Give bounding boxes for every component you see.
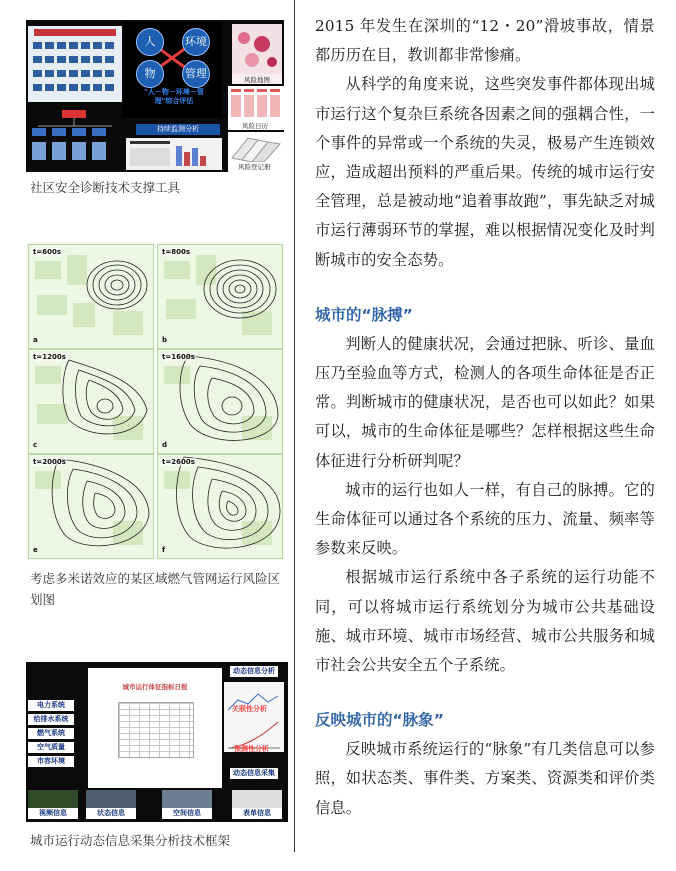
figure-caption-3: 城市运行动态信息采集分析技术框架 bbox=[30, 833, 231, 848]
panel-time: t=2000s bbox=[33, 458, 66, 466]
figure-community-diagnosis-tools bbox=[26, 20, 284, 172]
risk-panel-e bbox=[28, 454, 154, 559]
risk-panel-a bbox=[28, 244, 154, 349]
bottom-label: 状态信息 bbox=[86, 808, 136, 819]
risk-panel-b bbox=[157, 244, 283, 349]
section-heading: 反映城市的“脉象” bbox=[315, 711, 444, 730]
risk-calendar-image bbox=[228, 86, 284, 130]
paragraph: 2015 年发生在深圳的“12・20”滑坡事故，情景都历历在目，教训都非常惨痛。 bbox=[315, 17, 655, 65]
article-body bbox=[315, 12, 655, 823]
tag-dynamic-collection: 动态信息采集 bbox=[230, 768, 278, 779]
paragraph: 城市的运行也如人一样，有自己的脉搏。它的生命体征可以通过各个系统的压力、流量、频率等参数来反映。 bbox=[315, 480, 655, 558]
system-item: 燃气系统 bbox=[28, 728, 74, 739]
eval-text: "人－物－环境－管理"综合评估 bbox=[144, 88, 204, 105]
panel-letter: f bbox=[162, 546, 166, 554]
risk-calendar-label: 风险日历 bbox=[242, 122, 268, 130]
figure-dynamic-info-framework bbox=[26, 662, 288, 822]
panel-letter: b bbox=[162, 336, 168, 344]
thumb-video bbox=[28, 790, 78, 808]
risk-map-image bbox=[232, 24, 282, 84]
org-chart-image bbox=[28, 106, 122, 166]
figure-caption-2: 考虑多米诺效应的某区域燃气管网运行风险区划图 bbox=[30, 571, 281, 607]
system-item: 电力系统 bbox=[28, 700, 74, 711]
thumb-status bbox=[86, 790, 136, 808]
panel-time: t=1200s bbox=[33, 353, 66, 361]
person-environment-diagram bbox=[122, 22, 222, 118]
node-environment: 环境 bbox=[182, 28, 210, 56]
thumb-spatial bbox=[162, 790, 212, 808]
bottom-label: 表单信息 bbox=[232, 808, 282, 819]
section-heading: 城市的“脉搏” bbox=[315, 305, 413, 324]
bottom-label: 视频信息 bbox=[28, 808, 78, 819]
panel-time: t=600s bbox=[33, 248, 61, 256]
sheet-title: 城市运行体征指标日报 bbox=[122, 683, 188, 691]
panel-letter: e bbox=[33, 546, 38, 554]
system-item: 空气质量 bbox=[28, 742, 74, 753]
node-management: 管理 bbox=[182, 60, 210, 88]
panel-letter: a bbox=[33, 336, 38, 344]
flowchart-image bbox=[28, 26, 122, 102]
risk-panel-d bbox=[157, 349, 283, 454]
paragraph: 根据城市运行系统中各子系统的运行功能不同，可以将城市运行系统划分为城市公共基础设施、城市环境、城市市场经营、城市公共服务和城市社会公共安全五个子系统。 bbox=[315, 568, 655, 675]
risk-register-label: 风险登记册 bbox=[238, 163, 271, 171]
panel-time: t=1600s bbox=[162, 353, 195, 361]
risk-panel-f bbox=[157, 454, 283, 559]
panel-letter: c bbox=[33, 441, 38, 449]
system-item: 市容环境 bbox=[28, 756, 74, 767]
monitor-banner: 持续监测分析 bbox=[136, 124, 220, 135]
panel-letter: d bbox=[162, 441, 168, 449]
column-divider bbox=[294, 0, 295, 852]
node-object: 物 bbox=[136, 60, 164, 88]
risk-register-image bbox=[228, 132, 284, 172]
thumb-form bbox=[232, 790, 282, 808]
report-screenshot bbox=[126, 138, 222, 170]
paragraph: 反映城市系统运行的“脉象”有几类信息可以参照，如状态类、事件类、方案类、资源类和评价类信息。 bbox=[315, 740, 655, 817]
left-column bbox=[26, 0, 284, 871]
risk-panel-c bbox=[28, 349, 154, 454]
paragraph: 从科学的角度来说，这些突发事件都体现出城市运行这个复杂巨系统各因素之间的强耦合性，一个事件的异常或一个系统的失灵，极易产生连锁效应，造成超出预料的严重后果。传统的城市运行安全管理，总是被动地“追着事故跑”，事先缺乏对城市运行薄弱环节的掌握，难以根据情况变化及时判断城市的安全态势。 bbox=[315, 75, 655, 269]
figure-gas-network-risk-zoning bbox=[26, 242, 284, 560]
predictive-analysis-label: 预测性分析 bbox=[234, 745, 269, 753]
panel-time: t=2600s bbox=[162, 458, 195, 466]
node-person: 人 bbox=[136, 28, 164, 56]
analysis-charts bbox=[224, 682, 284, 752]
figure-caption-1: 社区安全诊断技术支撑工具 bbox=[30, 180, 181, 195]
tag-dynamic-analysis: 动态信息分析 bbox=[230, 666, 278, 677]
correlation-analysis-label: 关联性分析 bbox=[232, 705, 267, 713]
daily-report-sheet bbox=[88, 668, 222, 788]
paragraph: 判断人的健康状况，会通过把脉、听诊、量血压乃至验血等方式，检测人的各项生命体征是否正常。判断城市的健康状况，是否也可以如此？如果可以，城市的生命体征是哪些？怎样根据这些生命体征进行分析研判呢？ bbox=[315, 334, 655, 470]
system-item: 给排水系统 bbox=[28, 714, 74, 725]
risk-map-label: 风险地图 bbox=[244, 76, 270, 84]
bottom-label: 空间信息 bbox=[162, 808, 212, 819]
panel-time: t=800s bbox=[162, 248, 190, 256]
